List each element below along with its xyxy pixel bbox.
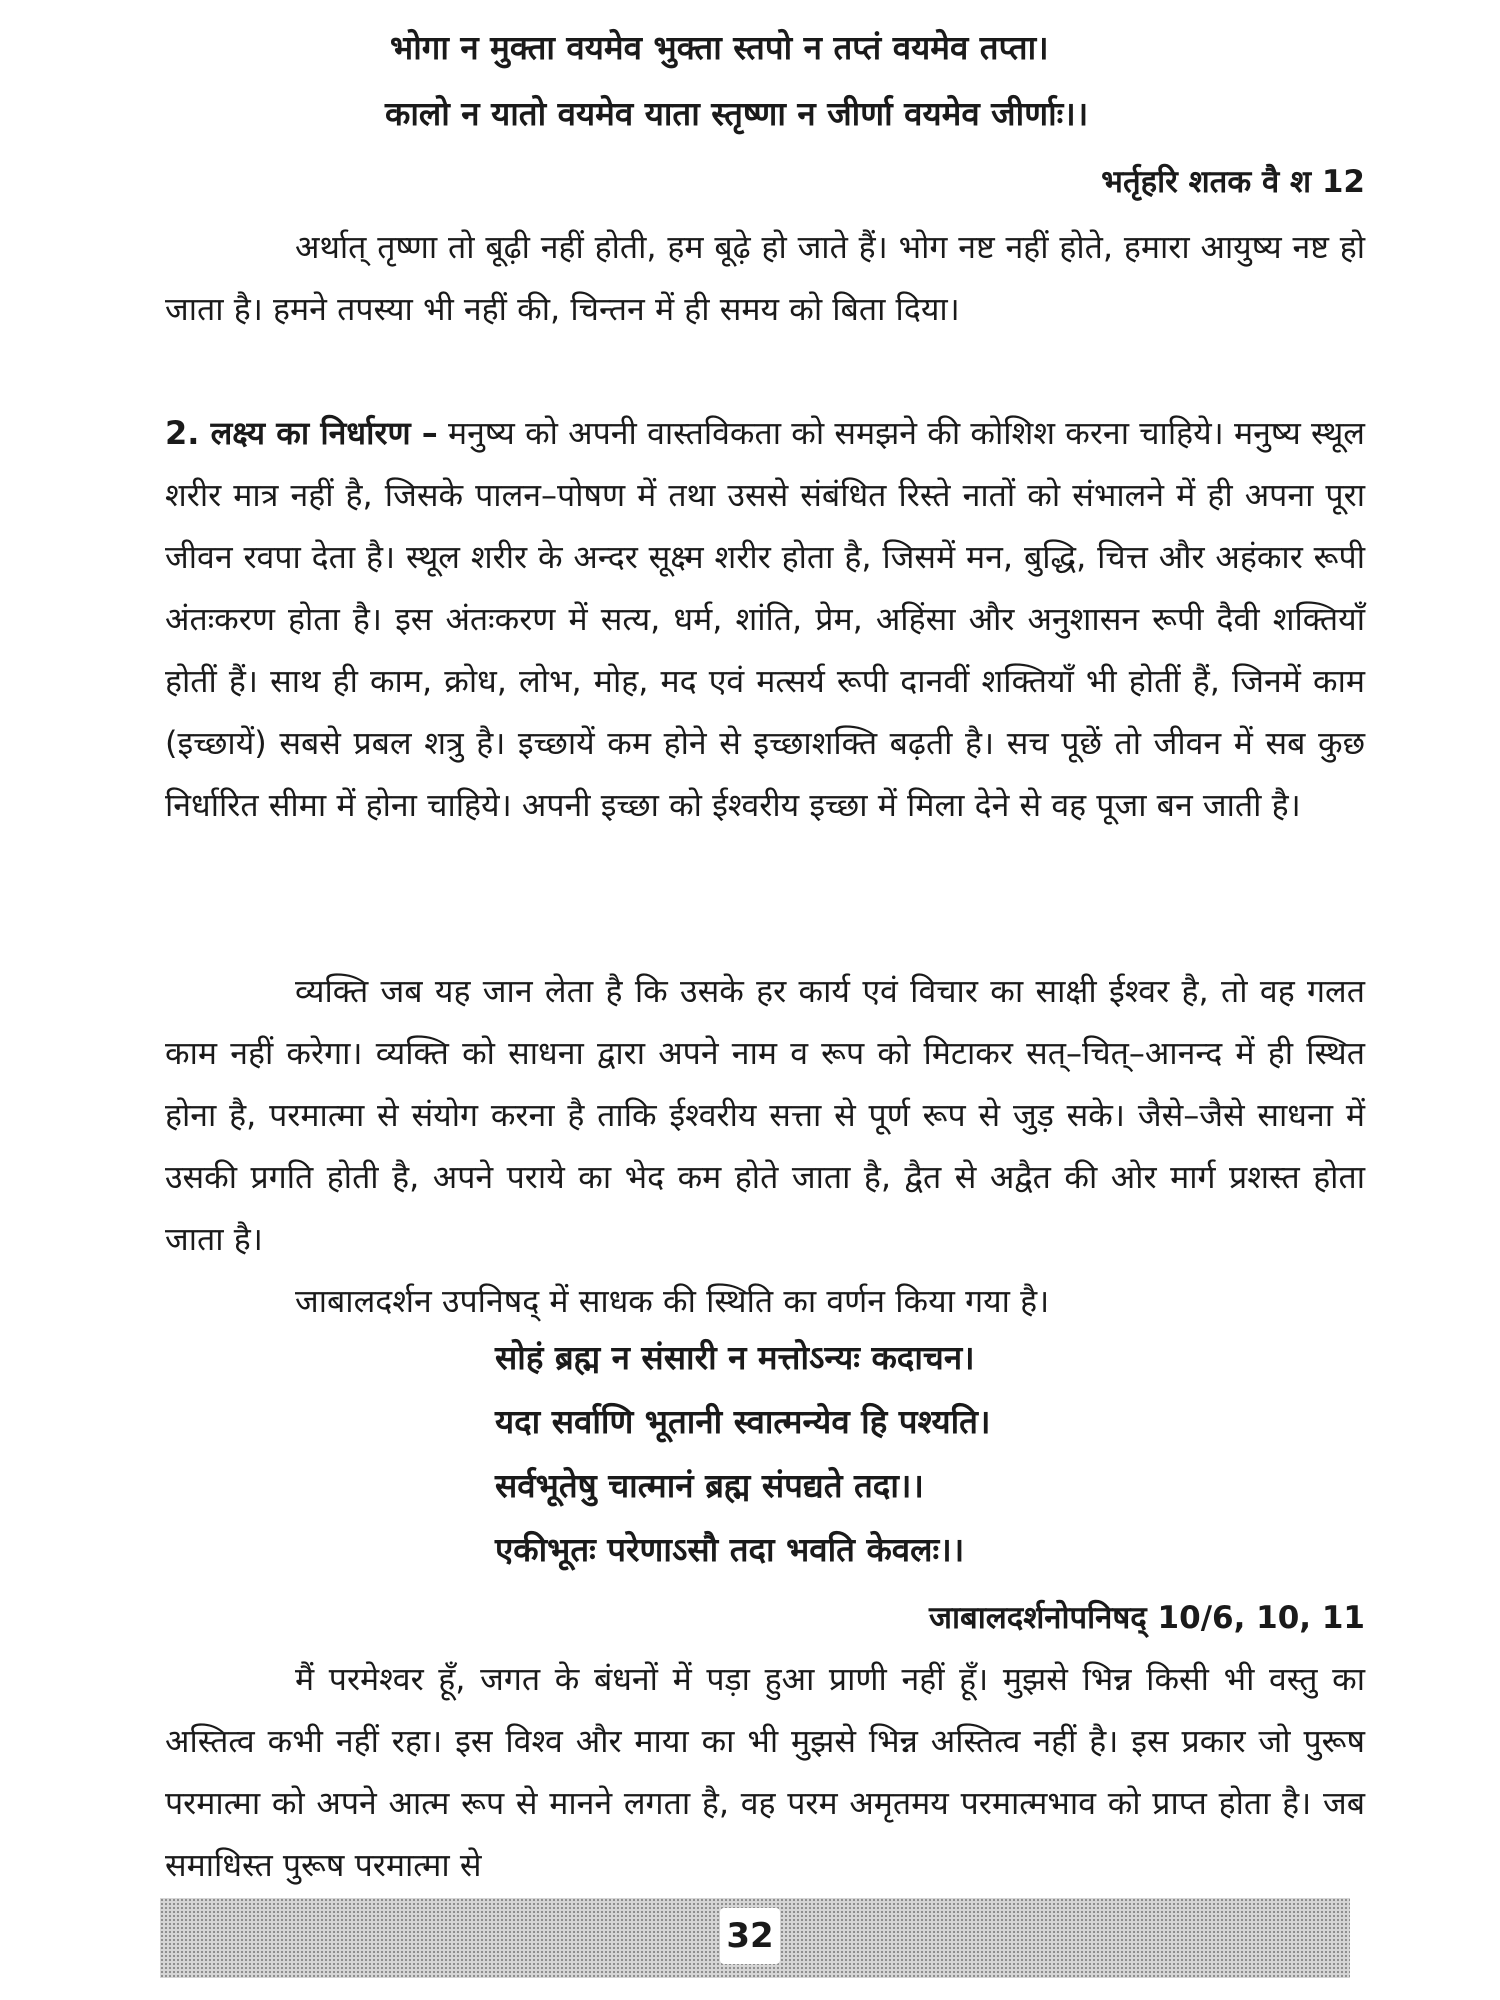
paragraph-3-text: व्यक्ति जब यह जान लेता है कि उसके हर कार्य एवं विचार का साक्षी ईश्वर है, तो वह गलत काम नहीं करेगा। व्यक्ति को साधना द्वारा अपने नाम व रूप को मिटाकर सत्–चित्–आनन्द में ही स्थित होना है, परमात्मा से संयोग करना है ताकि ईश्वरीय सत्ता से पूर्ण रूप से जुड़ सके। जैसे–जैसे साधना में उसकी प्रगति होती है, अपने पराये का भेद कम होते जाता है, द्वैत से अद्वैत की ओर मार्ग प्रशस्त होता जाता है।	[165, 972, 1365, 1258]
paragraph-3	[165, 960, 1365, 1270]
paragraph-1-text: अर्थात् तृष्णा तो बूढ़ी नहीं होती, हम बूढ़े हो जाते हैं। भोग नष्ट नहीं होते, हमारा आयुष्य नष्ट हो जाता है। हमने तपस्या भी नहीं की, चिन्तन में ही समय को बिता दिया।	[165, 228, 1365, 328]
paragraph-1	[165, 216, 1365, 340]
paragraph-4	[165, 1270, 1365, 1332]
verse2-line1: सोहं ब्रह्म न संसारी न मत्तोऽन्यः कदाचन।	[495, 1338, 975, 1377]
verse1-line2: कालो न यातो वयमेव याता स्तृष्णा न जीर्णा वयमेव जीर्णाः।।	[385, 94, 1089, 133]
paragraph-5	[165, 1648, 1365, 1896]
verse2-line2: यदा सर्वाणि भूतानी स्वात्मन्येव हि पश्यति।	[495, 1402, 991, 1441]
section-heading: 2. लक्ष्य का निर्धारण –	[165, 414, 438, 452]
verse1-reference: भर्तृहरि शतक वै श 12	[1101, 164, 1365, 200]
paragraph-4-text: जाबालदर्शन उपनिषद् में साधक की स्थिति का वर्णन किया गया है।	[295, 1282, 1050, 1320]
paragraph-5-text: मैं परमेश्वर हूँ, जगत के बंधनों में पड़ा हुआ प्राणी नहीं हूँ। मुझसे भिन्न किसी भी वस्तु का अस्तित्व कभी नहीं रहा। इस विश्व और माया का भी मुझसे भिन्न अस्तित्व नहीं है। इस प्रकार जो पुरूष परमात्मा को अपने आत्म रूप से मानने लगता है, वह परम अमृतमय परमात्मभाव को प्राप्त होता है। जब समाधिस्त पुरूष परमात्मा से	[165, 1660, 1365, 1884]
page-number: 32	[720, 1908, 780, 1964]
paragraph-2	[165, 402, 1365, 836]
verse2-reference: जाबालदर्शनोपनिषद् 10/6, 10, 11	[928, 1600, 1365, 1636]
paragraph-2-text: मनुष्य को अपनी वास्तविकता को समझने की कोशिश करना चाहिये। मनुष्य स्थूल शरीर मात्र नहीं है, जिसके पालन–पोषण में तथा उससे संबंधित रिस्ते नातों को संभालने में ही अपना पूरा जीवन रवपा देता है। स्थूल शरीर के अन्दर सूक्ष्म शरीर होता है, जिसमें मन, बुद्धि, चित्त और अहंकार रूपी अंतःकरण होता है। इस अंतःकरण में सत्य, धर्म, शांति, प्रेम, अहिंसा और अनुशासन रूपी दैवी शक्तियाँ होतीं हैं। साथ ही काम, क्रोध, लोभ, मोह, मद एवं मत्सर्य रूपी दानवीं शक्तियाँ भी होतीं हैं, जिनमें काम (इच्छायें) सबसे प्रबल शत्रु है। इच्छायें कम होने से इच्छाशक्ति बढ़ती है। सच पूछें तो जीवन में सब कुछ निर्धारित सीमा में होना चाहिये। अपनी इच्छा को ईश्वरीय इच्छा में मिला देने से वह पूजा बन जाती है।	[165, 414, 1366, 824]
verse2-line3: सर्वभूतेषु चात्मानं ब्रह्म संपद्यते तदा।।	[495, 1466, 924, 1505]
verse1-line1: भोगा न मुक्ता वयमेव भुक्ता स्तपो न तप्तं वयमेव तप्ता।	[390, 28, 1049, 67]
verse2-line4: एकीभूतः परेणाऽसौ तदा भवति केवलः।।	[495, 1530, 965, 1569]
